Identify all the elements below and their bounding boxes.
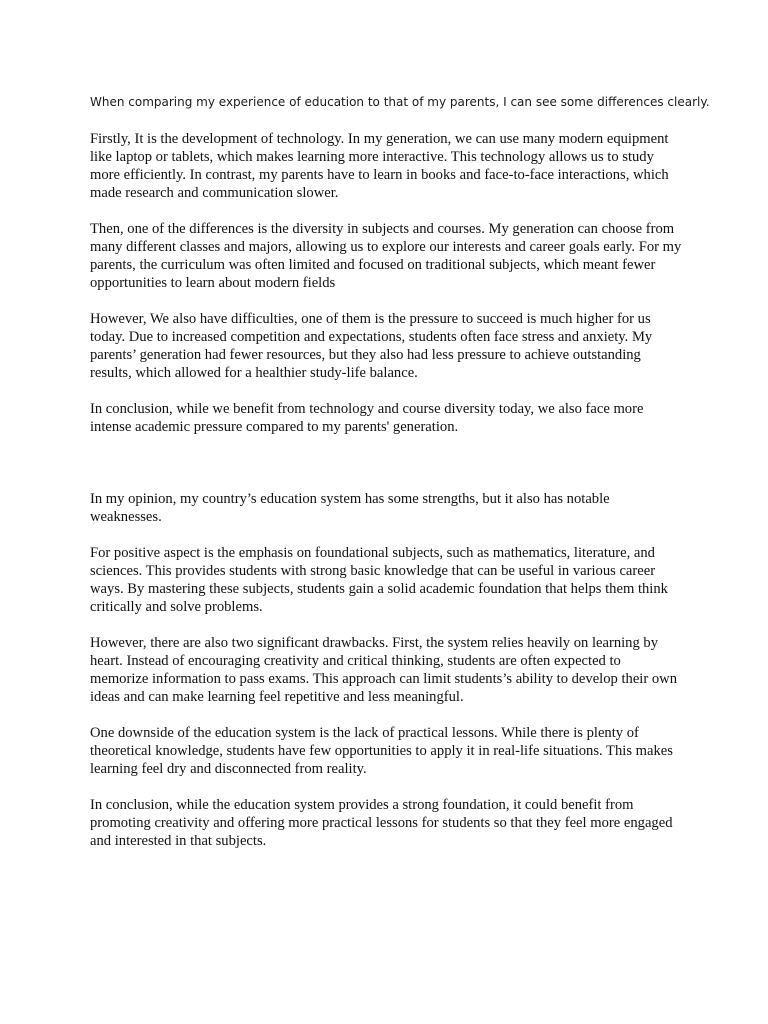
paragraph-conclusion-two: In conclusion, while the education system provides a strong foundation, it could benefit from promoting creativity and offering more practical lessons for students so that they feel more engaged and interested in that subjects. bbox=[90, 797, 673, 849]
paragraph-technology: Firstly, It is the development of technology. In my generation, we can use many modern equipment like laptop or tablets, which makes learning more interactive. This technology allows us to study more efficiently. In contrast, my parents have to learn in books and face-to-face interactions, which made research and communication slower. bbox=[90, 131, 669, 201]
paragraph-diversity: Then, one of the differences is the diversity in subjects and courses. My generation can choose from many different classes and majors, allowing us to explore our interests and career goals early. For my parents, the curriculum was often limited and focused on traditional subjects, which meant fewer opportunities to learn about modern fields bbox=[90, 221, 682, 291]
paragraph-pressure: However, We also have difficulties, one of them is the pressure to succeed is much higher for us today. Due to increased competition and expectations, students often face stress and anxiety. My parents’ generation had fewer resources, but they also had less pressure to achieve outstanding results, which allowed for a healthier study-life balance. bbox=[90, 311, 653, 381]
document-body bbox=[90, 130, 682, 868]
paragraph-opinion: In my opinion, my country’s education system has some strengths, but it also has notable weaknesses. bbox=[90, 491, 610, 525]
intro-sentence: When comparing my experience of education to that of my parents, I can see some differences clearly. bbox=[90, 95, 710, 109]
paragraph-drawbacks: However, there are also two significant drawbacks. First, the system relies heavily on learning by heart. Instead of encouraging creativity and critical thinking, students are often expected to memorize information to pass exams. This approach can limit students’s ability to develop their own ideas and can make learning feel repetitive and less meaningful. bbox=[90, 635, 678, 705]
paragraph-practical-lessons: One downside of the education system is the lack of practical lessons. While there is plenty of theoretical knowledge, students have few opportunities to apply it in real-life situations. This makes learning feel dry and disconnected from reality. bbox=[90, 725, 673, 777]
paragraph-conclusion-one: In conclusion, while we benefit from technology and course diversity today, we also face more intense academic pressure compared to my parents' generation. bbox=[90, 401, 644, 435]
paragraph-positive-aspect: For positive aspect is the emphasis on foundational subjects, such as mathematics, literature, and sciences. This provides students with strong basic knowledge that can be useful in various career ways. By mastering these subjects, students gain a solid academic foundation that helps them think critically and solve problems. bbox=[90, 545, 668, 615]
